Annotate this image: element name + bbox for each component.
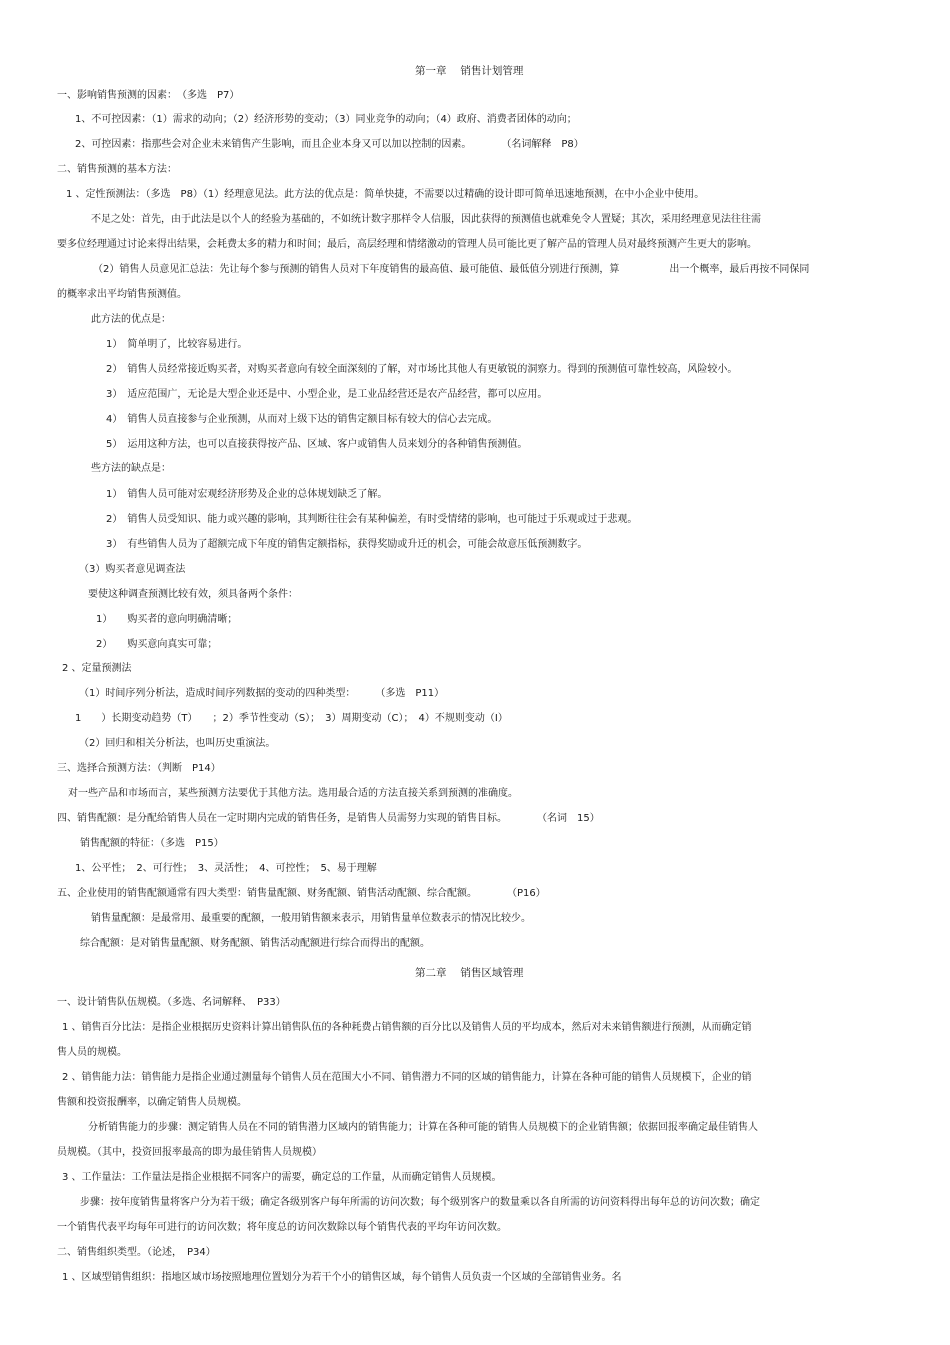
list-item: 3） 有些销售人员为了超额完成下年度的销售定额指标，获得奖励或升迁的机会，可能会故意压低预测数字。 <box>106 539 588 550</box>
text-line: 些方法的缺点是： <box>91 463 171 474</box>
section-1-heading: 一、设计销售队伍规模。（多选、名词解释、 P33） <box>57 997 286 1008</box>
text-line: 2 、定量预测法 <box>62 663 132 674</box>
text-line: 售人员的规模。 <box>57 1047 127 1058</box>
text-line: （3）购买者意见调查法 <box>79 564 186 575</box>
text-line: 1、公平性； 2、可行性； 3、灵活性； 4、可控性； 5、易于理解 <box>75 863 377 874</box>
text-line: 分析销售能力的步骤：测定销售人员在不同的销售潜力区域内的销售能力；计算在各种可能的销售人员规模下的企业销售额；依据回报率确定最佳销售人 <box>88 1122 758 1133</box>
text-line: 销售配额的特征：（多选 P15） <box>80 838 224 849</box>
text-line: 1 、销售百分比法：是指企业根据历史资料计算出销售队伍的各种耗费占销售额的百分比以及销售人员的平均成本，然后对未来销售额进行预测，从而确定销 <box>62 1022 752 1033</box>
text-line: 3 、工作量法：工作量法是指企业根据不同客户的需要，确定总的工作量，从而确定销售人员规模。 <box>62 1172 502 1183</box>
list-item: 2） 购买意向真实可靠； <box>96 639 218 650</box>
section-3-heading: 三、选择合预测方法：（判断 P14） <box>57 763 221 774</box>
text-line: 要使这种调查预测比较有效，须具备两个条件： <box>88 589 298 600</box>
text-line: 的概率求出平均销售预测值。 <box>57 289 187 300</box>
list-item: 3） 适应范围广，无论是大型企业还是中、小型企业，是工业品经营还是农产品经营，都可以应用。 <box>106 389 548 400</box>
text-line: 员规模。（其中，投资回报率最高的即为最佳销售人员规模） <box>57 1147 322 1158</box>
text-line: （1）时间序列分析法，造成时间序列数据的变动的四种类型： （多选 P11） <box>79 688 445 699</box>
list-item: 2） 销售人员经常接近购买者，对购买者意向有较全面深刻的了解，对市场比其他人有更敏锐的洞察力。得到的预测值可靠性较高，风险较小。 <box>106 364 738 375</box>
section-4-heading: 四、销售配额：是分配给销售人员在一定时期内完成的销售任务，是销售人员需努力实现的销售目标。 （名词 15） <box>57 813 600 824</box>
text-line: 1 、定性预测法：（多选 P8）（1）经理意见法。此方法的优点是：简单快捷，不需要以过精确的设计即可简单迅速地预测，在中小企业中使用。 <box>66 189 705 200</box>
text-line: 一个销售代表平均每年可进行的访问次数；将年度总的访问次数除以每个销售代表的平均年访问次数。 <box>57 1222 507 1233</box>
list-item: 1） 销售人员可能对宏观经济形势及企业的总体规划缺乏了解。 <box>106 489 388 500</box>
text-line: 售额和投资报酬率，以确定销售人员规模。 <box>57 1097 247 1108</box>
list-item: 1） 购买者的意向明确清晰； <box>96 614 238 625</box>
chapter-2-title: 第二章 销售区域管理 <box>415 967 524 979</box>
list-item: 5） 运用这种方法，也可以直接获得按产品、区域、客户或销售人员来划分的各种销售预测值。 <box>106 439 528 450</box>
text-line: 对一些产品和市场而言，某些预测方法要优于其他方法。选用最合适的方法直接关系到预测的准确度。 <box>68 788 518 799</box>
list-item: 4） 销售人员直接参与企业预测，从而对上级下达的销售定额目标有较大的信心去完成。 <box>106 414 498 425</box>
text-line: 综合配额：是对销售量配额、财务配额、销售活动配额进行综合而得出的配额。 <box>80 938 430 949</box>
section-5-heading: 五、企业使用的销售配额通常有四大类型：销售量配额、财务配额、销售活动配额、综合配额。 （P16） <box>57 888 546 899</box>
text-line: 步骤：按年度销售量将客户分为若干级；确定各级别客户每年所需的访问次数；每个级别客户的数量乘以各自所需的访问资料得出每年总的访问次数；确定 <box>80 1197 760 1208</box>
text-line: 要多位经理通过讨论来得出结果，会耗费太多的精力和时间；最后，高层经理和情绪激动的管理人员可能比更了解产品的管理人员对最终预测产生更大的影响。 <box>57 239 757 250</box>
text-line: 1 、区域型销售组织：指地区域市场按照地理位置划分为若干个小的销售区域，每个销售人员负责一个区域的全部销售业务。名 <box>62 1272 622 1283</box>
text-line: 不足之处：首先，由于此法是以个人的经验为基础的，不如统计数字那样令人信服，因此获得的预测值也就难免令人置疑；其次，采用经理意见法往往需 <box>91 214 761 225</box>
text-line: 1 ）长期变动趋势（T） ；2）季节性变动（S）； 3）周期变动（C）； 4）不规则变动（I） <box>75 713 508 724</box>
section-1-heading: 一、影响销售预测的因素： （多选 P7） <box>57 90 240 101</box>
text-line: 2 、销售能力法：销售能力是指企业通过测量每个销售人员在范围大小不同、销售潜力不同的区域的销售能力，计算在各种可能的销售人员规模下，企业的销 <box>62 1072 752 1083</box>
text-line: （2）销售人员意见汇总法：先让每个参与预测的销售人员对下年度销售的最高值、最可能值、最低值分别进行预测，算 出一个概率，最后再按不同保同 <box>93 264 810 275</box>
text-line: 销售量配额：是最常用、最重要的配额，一般用销售额来表示，用销售量单位数表示的情况比较少。 <box>91 913 531 924</box>
text-line: （2）回归和相关分析法，也叫历史重演法。 <box>79 738 276 749</box>
text-line: 2、可控因素：指那些会对企业未来销售产生影响，而且企业本身又可以加以控制的因素。 （名词解释 P8） <box>75 139 584 150</box>
list-item: 2） 销售人员受知识、能力或兴趣的影响，其判断往往会有某种偏差，有时受情绪的影响，也可能过于乐观或过于悲观。 <box>106 514 638 525</box>
section-2-heading: 二、销售预测的基本方法： <box>57 164 177 175</box>
section-2-heading: 二、销售组织类型。（论述， P34） <box>57 1247 216 1258</box>
chapter-1-title: 第一章 销售计划管理 <box>415 65 524 77</box>
text-line: 1、不可控因素：（1）需求的动向；（2）经济形势的变动；（3）同业竞争的动向；（4）政府、消费者团体的动向； <box>75 114 577 125</box>
text-line: 此方法的优点是： <box>91 314 171 325</box>
list-item: 1） 简单明了，比较容易进行。 <box>106 339 248 350</box>
